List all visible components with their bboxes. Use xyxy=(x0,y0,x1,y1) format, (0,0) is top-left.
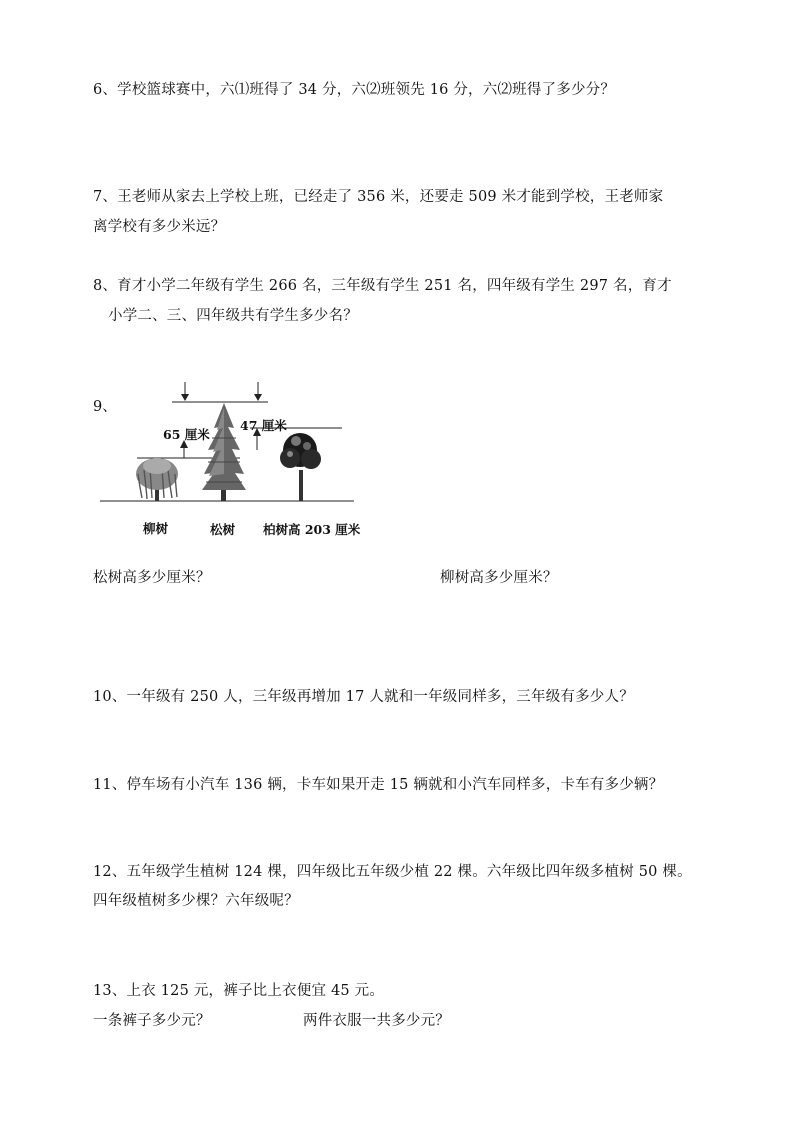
willow-name-label: 柳树 xyxy=(143,521,169,536)
arrow-right-head xyxy=(254,394,262,401)
arrow-left-head xyxy=(181,394,189,401)
question-6: 6、学校篮球赛中，六⑴班得了 34 分，六⑵班领先 16 分，六⑵班得了多少分？ xyxy=(93,82,616,98)
question-8-line-1: 8、育才小学二年级有学生 266 名，三年级有学生 251 名，四年级有学生 297 名，育才 xyxy=(93,278,672,294)
question-7-line-2: 离学校有多少米远？ xyxy=(93,219,226,235)
question-13-ask-total: 两件衣服一共多少元？ xyxy=(303,1013,450,1029)
question-9-ask-pine: 松树高多少厘米？ xyxy=(93,570,211,586)
question-7-line-1: 7、王老师从家去上学校上班，已经走了 356 米，还要走 509 米才能到学校，王老师家 xyxy=(93,189,664,205)
tree-height-diagram xyxy=(90,378,380,548)
question-9-ask-willow: 柳树高多少厘米？ xyxy=(440,570,558,586)
question-8-line-2: 小学二、三、四年级共有学生多少名？ xyxy=(108,308,358,324)
willow-difference-label: 65 厘米 xyxy=(163,427,210,442)
question-12-line-1: 12、五年级学生植树 124 棵，四年级比五年级少植 22 棵。六年级比四年级多植树 50 棵。 xyxy=(93,864,692,880)
question-12-line-2: 四年级植树多少棵？六年级呢？ xyxy=(93,893,299,909)
question-9-number: 9、 xyxy=(93,399,117,415)
pine-name-label: 松树 xyxy=(210,522,236,537)
question-11: 11、停车场有小汽车 136 辆，卡车如果开走 15 辆就和小汽车同样多，卡车有多少辆？ xyxy=(93,777,664,793)
question-10: 10、一年级有 250 人，三年级再增加 17 人就和一年级同样多，三年级有多少人？ xyxy=(93,689,634,705)
pine-difference-label: 47 厘米 xyxy=(240,418,287,433)
willow-tree-icon xyxy=(136,458,178,501)
question-13-ask-pants: 一条裤子多少元？ xyxy=(93,1013,211,1029)
question-13-line-1: 13、上衣 125 元，裤子比上衣便宜 45 元。 xyxy=(93,983,385,999)
cypress-tree-icon xyxy=(280,433,321,501)
cypress-height-label: 柏树高 203 厘米 xyxy=(263,522,361,537)
